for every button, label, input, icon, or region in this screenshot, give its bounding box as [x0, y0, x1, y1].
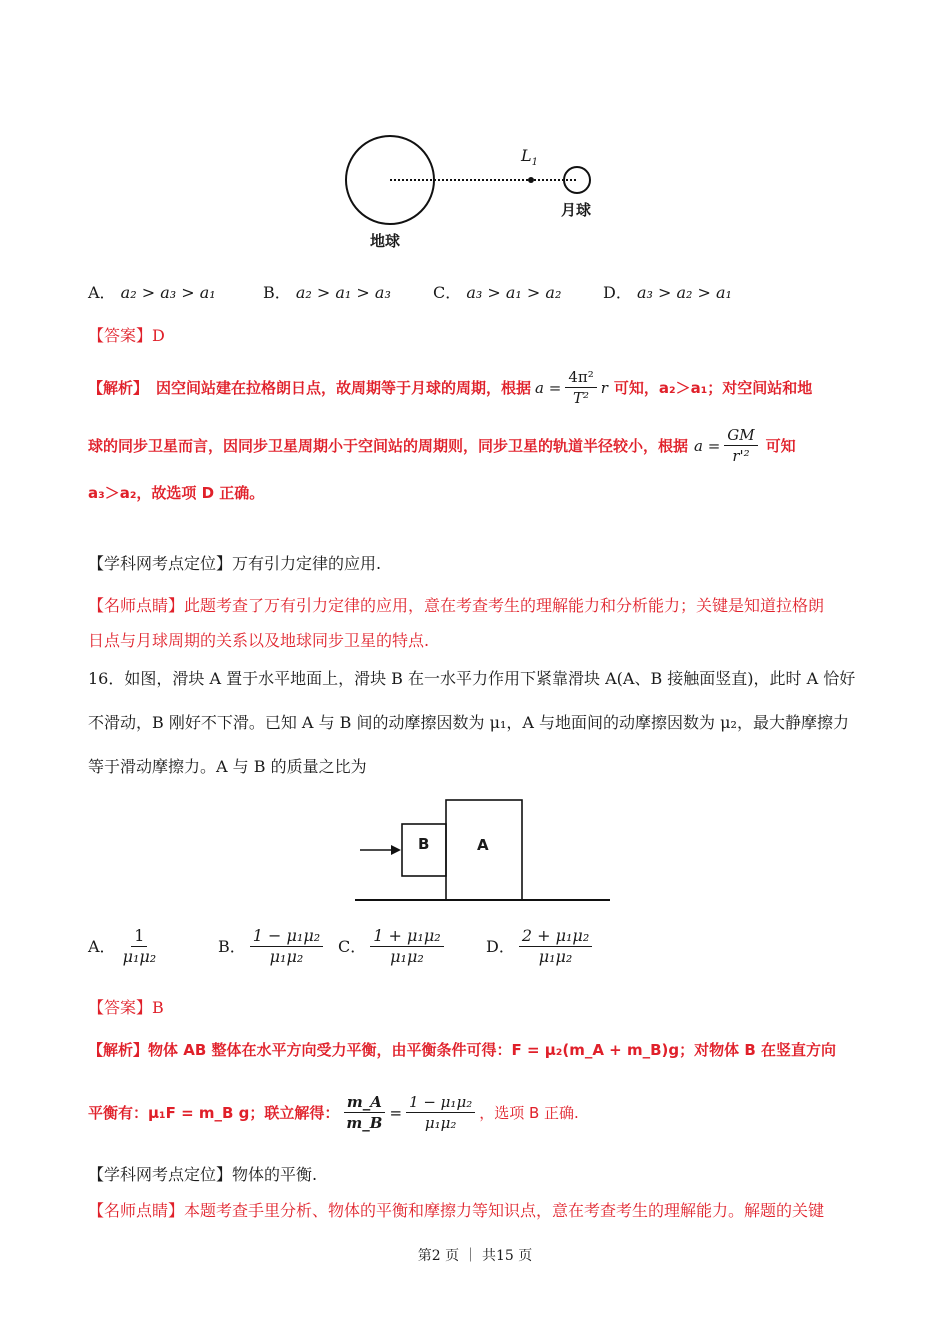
formula-tail: r: [600, 378, 608, 397]
mass-ratio-fraction: [343, 1092, 385, 1133]
option-expr: a₂ > a₃ > a₁: [120, 283, 216, 302]
q16-stem-1: 16．如图，滑块 A 置于水平地面上，滑块 B 在一水平力作用下紧靠滑块 A(A、B 接触面竖直)，此时 A 恰好: [88, 669, 856, 688]
q16-option-c: [338, 926, 448, 967]
result-fraction: [406, 1092, 475, 1133]
option-fraction: [370, 926, 443, 967]
l1-label: [521, 146, 538, 168]
option-letter: D．: [603, 283, 632, 302]
option-fraction: [120, 926, 160, 967]
analysis-text: 可知: [765, 436, 796, 455]
q16-option-b: [218, 926, 327, 967]
q15-teacher-note-1: 【名师点睛】此题考查了万有引力定律的应用，意在考查考生的理解能力和分析能力；关键是知道拉格朗: [88, 596, 825, 615]
fraction-den: m_B: [346, 1114, 383, 1132]
l1-subscript: 1: [531, 157, 538, 169]
fraction-den: r'²: [732, 447, 750, 465]
q15-analysis-line2: [88, 425, 796, 466]
formula-fraction: [565, 367, 596, 408]
option-expr: a₃ > a₁ > a₂: [466, 283, 562, 302]
analysis-text: 因空间站建在拉格朗日点，故周期等于月球的周期，根据: [156, 378, 532, 397]
analysis-text: 平衡有：μ₁F = m_B g；联立解得：: [88, 1103, 340, 1122]
fraction-num: 1 − μ₁μ₂: [250, 926, 323, 947]
q16-option-d: [486, 926, 596, 967]
fraction-num: 2 + μ₁μ₂: [519, 926, 592, 947]
fraction-num: m_A: [344, 1092, 385, 1113]
analysis-text: ，选项 B 正确.: [479, 1103, 579, 1122]
fraction-den: μ₁μ₂: [538, 947, 573, 966]
fraction-num: 1 − μ₁μ₂: [406, 1092, 475, 1113]
q16-stem-3: 等于滑动摩擦力。A 与 B 的质量之比为: [88, 757, 367, 776]
fraction-den: μ₁μ₂: [424, 1114, 457, 1132]
option-letter: C．: [433, 283, 462, 302]
q16-option-a: [88, 926, 163, 967]
fraction-den: μ₁μ₂: [122, 947, 157, 966]
option-letter: B．: [218, 936, 246, 956]
q16-analysis-line2: [88, 1092, 579, 1133]
equals-sign: =: [389, 1103, 403, 1122]
formula-fraction: [724, 425, 757, 466]
option-letter: A．: [88, 936, 116, 956]
l1-letter: L: [521, 146, 532, 165]
option-letter: A．: [88, 283, 116, 302]
q16-teacher-note-1: 【名师点睛】本题考查手里分析、物体的平衡和摩擦力等知识点，意在考查考生的理解能力。解题的关键: [88, 1201, 825, 1220]
q16-analysis-line1: 【解析】物体 AB 整体在水平方向受力平衡，由平衡条件可得：F = μ₂(m_A + m_B)g；对物体 B 在竖直方向: [88, 1041, 836, 1059]
block-a-label: A: [477, 836, 489, 854]
analysis-text: 可知，a₂＞a₁；对空间站和地: [613, 378, 813, 397]
option-expr: a₂ > a₁ > a₃: [295, 283, 391, 302]
formula-lhs: a =: [694, 436, 721, 455]
option-letter: D．: [486, 936, 515, 956]
q16-knowledge-point: 【学科网考点定位】物体的平衡.: [88, 1165, 318, 1184]
fraction-num: 4π²: [565, 367, 596, 388]
option-expr: a₃ > a₂ > a₁: [636, 283, 732, 302]
q15-teacher-note-2: 日点与月球周期的关系以及地球同步卫星的特点.: [88, 631, 430, 650]
arrow-head: [391, 845, 401, 855]
earth-label: 地球: [370, 232, 401, 250]
option-letter: C．: [338, 936, 367, 956]
block-b-label: B: [418, 835, 430, 853]
fraction-num: 1 + μ₁μ₂: [370, 926, 443, 947]
q15-knowledge-point: [88, 553, 381, 575]
q15-answer: 【答案】D: [88, 326, 165, 345]
kp-text: 【学科网考点定位】万有引力定律的应用.: [88, 554, 382, 573]
q15-option-d: [603, 282, 732, 304]
q15-option-c: [433, 282, 561, 304]
page-footer: 第2 页 ｜ 共15 页: [417, 1248, 533, 1264]
analysis-tag: 【解析】: [88, 378, 149, 397]
fraction-num: GM: [724, 425, 757, 446]
option-fraction: [519, 926, 592, 967]
q15-analysis-line3: a₃＞a₂，故选项 D 正确。: [88, 484, 265, 502]
moon-label: 月球: [561, 201, 592, 219]
q16-answer: 【答案】B: [88, 998, 164, 1017]
q16-stem-2: 不滑动，B 刚好不下滑。已知 A 与 B 间的动摩擦因数为 μ₁，A 与地面间的动摩擦因数为 μ₂，最大静摩擦力: [88, 713, 849, 732]
q15-option-a: [88, 282, 216, 304]
formula-lhs: a =: [535, 378, 562, 397]
fraction-den: T²: [573, 389, 590, 407]
l1-point: [528, 177, 534, 183]
q15-option-b: [263, 282, 391, 304]
fraction-num: 1: [131, 926, 147, 947]
fraction-den: μ₁μ₂: [269, 947, 304, 966]
option-letter: B．: [263, 283, 291, 302]
analysis-text: 球的同步卫星而言，因同步卫星周期小于空间站的周期则，同步卫星的轨道半径较小，根据: [88, 436, 689, 455]
q15-analysis-line1: [88, 367, 812, 408]
option-fraction: [250, 926, 323, 967]
fraction-den: μ₁μ₂: [390, 947, 424, 966]
